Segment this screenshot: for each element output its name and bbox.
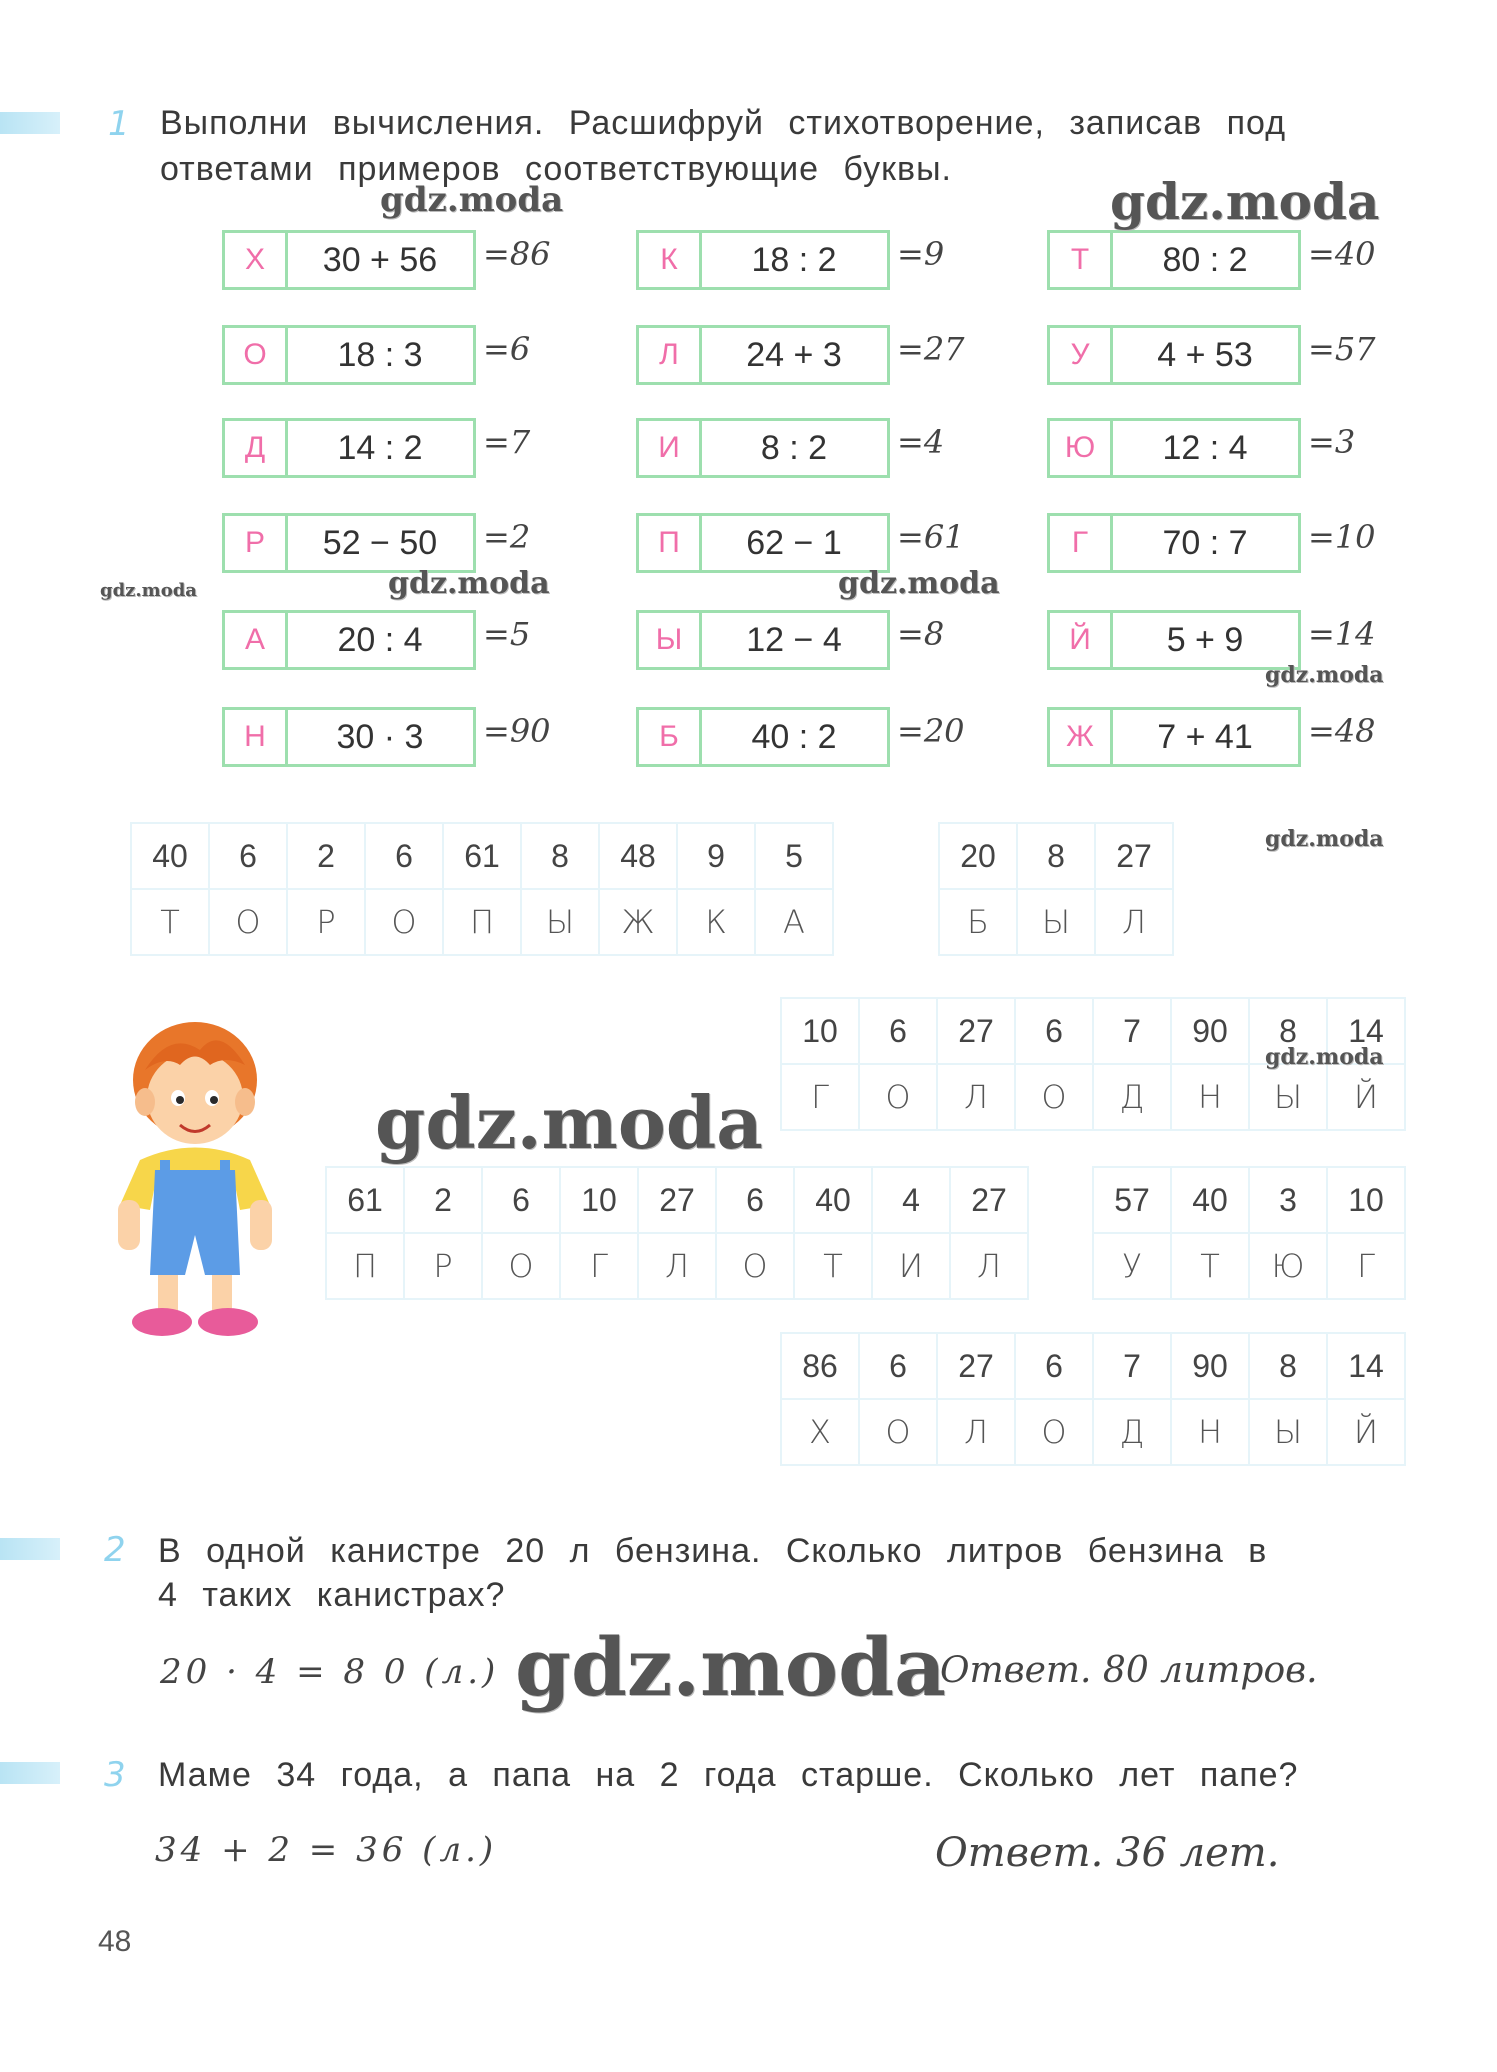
task-2-tab: [0, 1538, 60, 1560]
grid-letter: Ж: [599, 889, 677, 955]
example-card: [1047, 230, 1376, 290]
card-expression: 14 : 2: [337, 428, 423, 467]
card-letter: А: [225, 613, 288, 667]
grid-letter: Т: [1171, 1233, 1249, 1299]
grid-letter: О: [1015, 1064, 1093, 1130]
card-letter: Т: [1050, 233, 1113, 287]
card-answer: =20: [897, 712, 965, 750]
grid-number: 6: [859, 1333, 937, 1399]
grid-number: 4: [872, 1167, 950, 1233]
grid-letter: Ю: [1249, 1233, 1327, 1299]
watermark: gdz.moda: [388, 566, 550, 601]
grid-letter: О: [859, 1064, 937, 1130]
grid-letter: Ы: [521, 889, 599, 955]
grid-letter: О: [209, 889, 287, 955]
grid-letters-row: [1093, 1233, 1405, 1299]
card-letter: Ю: [1050, 421, 1113, 475]
grid-letter: К: [677, 889, 755, 955]
grid-number: 6: [209, 823, 287, 889]
grid-number: 7: [1093, 1333, 1171, 1399]
card-answer: =7: [483, 423, 531, 461]
card-expression: 30 + 56: [322, 240, 438, 279]
example-card: [1047, 418, 1356, 478]
example-card: [636, 610, 945, 670]
card-answer: =57: [1308, 330, 1376, 368]
grid-number: 8: [521, 823, 599, 889]
task-1-tab: [0, 112, 60, 134]
example-card: [636, 418, 945, 478]
task-3-answer: Ответ. 36 лет.: [935, 1830, 1280, 1876]
watermark: gdz.moda: [375, 1080, 763, 1165]
card-answer: =5: [483, 615, 531, 653]
watermark: gdz.moda: [515, 1620, 946, 1714]
grid-number: 86: [781, 1333, 859, 1399]
grid-number: 5: [755, 823, 833, 889]
card-answer: =9: [897, 235, 945, 273]
card-answer: =40: [1308, 235, 1376, 273]
grid-number: 7: [1093, 998, 1171, 1064]
grid-letter: Л: [937, 1399, 1015, 1465]
card-expression: 30 · 3: [336, 717, 424, 756]
card-expression: 20 : 4: [337, 620, 423, 659]
grid-letter: О: [716, 1233, 794, 1299]
task-1-text-line-1: Выполни вычисления. Расшифруй стихотворение, записав под: [160, 104, 1287, 142]
card-letter: Б: [639, 710, 702, 764]
grid-letter: П: [326, 1233, 404, 1299]
task-1-text-line-2: ответами примеров соответствующие буквы.: [160, 150, 952, 188]
grid-letter: Т: [794, 1233, 872, 1299]
example-card: [1047, 610, 1376, 670]
card-answer: =6: [483, 330, 531, 368]
decode-grid: [130, 822, 834, 956]
grid-number: 90: [1171, 998, 1249, 1064]
card-letter: И: [639, 421, 702, 475]
boy-illustration: [100, 1010, 290, 1360]
grid-numbers-row: [131, 823, 833, 889]
task-2-solution: 20 · 4 = 8 0 (л.): [160, 1652, 500, 1692]
grid-number: 40: [1171, 1167, 1249, 1233]
example-card: [636, 230, 945, 290]
card-answer: =61: [897, 518, 965, 556]
grid-number: 40: [131, 823, 209, 889]
grid-numbers-row: [1093, 1167, 1405, 1233]
grid-letter: Л: [950, 1233, 1028, 1299]
grid-letters-row: [781, 1399, 1405, 1465]
grid-number: 2: [287, 823, 365, 889]
grid-number: 40: [794, 1167, 872, 1233]
grid-number: 3: [1249, 1167, 1327, 1233]
task-3-text: Маме 34 года, а папа на 2 года старше. Сколько лет папе?: [158, 1756, 1299, 1794]
grid-letter: О: [1015, 1399, 1093, 1465]
card-expression: 12 : 4: [1162, 428, 1248, 467]
watermark: gdz.moda: [1265, 826, 1384, 852]
watermark: gdz.moda: [1265, 1044, 1384, 1070]
card-expression: 5 + 9: [1166, 620, 1244, 659]
grid-letter: Г: [1327, 1233, 1405, 1299]
example-card: [636, 513, 965, 573]
grid-number: 8: [1249, 998, 1327, 1064]
grid-letter: И: [872, 1233, 950, 1299]
grid-letter: Н: [1171, 1064, 1249, 1130]
grid-number: 61: [326, 1167, 404, 1233]
example-card: [636, 707, 965, 767]
grid-number: 6: [482, 1167, 560, 1233]
grid-letters-row: [131, 889, 833, 955]
example-card: [1047, 325, 1376, 385]
grid-number: 10: [781, 998, 859, 1064]
grid-number: 48: [599, 823, 677, 889]
example-card: [222, 513, 531, 573]
card-answer: =90: [483, 712, 551, 750]
card-letter: Н: [225, 710, 288, 764]
grid-number: 6: [716, 1167, 794, 1233]
grid-letter: Д: [1093, 1399, 1171, 1465]
grid-number: 27: [937, 998, 1015, 1064]
grid-numbers-row: [326, 1167, 1028, 1233]
task-2-number: 2: [104, 1530, 126, 1570]
grid-number: 27: [950, 1167, 1028, 1233]
card-expression: 62 − 1: [746, 523, 842, 562]
grid-number: 8: [1249, 1333, 1327, 1399]
card-answer: =2: [483, 518, 531, 556]
grid-numbers-row: [939, 823, 1173, 889]
card-letter: О: [225, 328, 288, 382]
task-2-text-line-1: В одной канистре 20 л бензина. Сколько литров бензина в: [158, 1532, 1268, 1570]
decode-grid: [325, 1166, 1029, 1300]
example-card: [1047, 707, 1376, 767]
grid-number: 27: [638, 1167, 716, 1233]
grid-number: 6: [365, 823, 443, 889]
grid-letter: Г: [560, 1233, 638, 1299]
card-answer: =10: [1308, 518, 1376, 556]
grid-letter: Ы: [1017, 889, 1095, 955]
grid-number: 61: [443, 823, 521, 889]
task-3-tab: [0, 1762, 60, 1784]
grid-number: 6: [859, 998, 937, 1064]
grid-number: 2: [404, 1167, 482, 1233]
grid-letter: П: [443, 889, 521, 955]
grid-letter: Л: [1095, 889, 1173, 955]
task-2-answer: Ответ. 80 литров.: [940, 1650, 1318, 1691]
grid-letter: Й: [1327, 1064, 1405, 1130]
grid-numbers-row: [781, 1333, 1405, 1399]
decode-grid: [938, 822, 1174, 956]
card-answer: =4: [897, 423, 945, 461]
grid-letter: Р: [404, 1233, 482, 1299]
task-1-number: 1: [108, 104, 130, 144]
card-expression: 40 : 2: [751, 717, 837, 756]
card-expression: 7 + 41: [1157, 717, 1253, 756]
card-answer: =27: [897, 330, 965, 368]
task-2-text-line-2: 4 таких канистрах?: [158, 1576, 506, 1614]
card-expression: 70 : 7: [1162, 523, 1248, 562]
grid-letter: Н: [1171, 1399, 1249, 1465]
example-card: [222, 707, 551, 767]
grid-letter: Ы: [1249, 1399, 1327, 1465]
card-letter: У: [1050, 328, 1113, 382]
grid-letter: Б: [939, 889, 1017, 955]
task-3-number: 3: [104, 1755, 126, 1795]
card-letter: Д: [225, 421, 288, 475]
example-card: [636, 325, 965, 385]
grid-number: 27: [937, 1333, 1015, 1399]
grid-number: 14: [1327, 998, 1405, 1064]
card-expression: 8 : 2: [760, 428, 828, 467]
watermark: gdz.moda: [1265, 662, 1384, 688]
example-card: [222, 610, 531, 670]
card-letter: Й: [1050, 613, 1113, 667]
card-expression: 4 + 53: [1157, 335, 1253, 374]
watermark: gdz.moda: [1110, 172, 1380, 231]
grid-letter: Л: [937, 1064, 1015, 1130]
card-letter: Г: [1050, 516, 1113, 570]
card-letter: Ы: [639, 613, 702, 667]
grid-letter: Л: [638, 1233, 716, 1299]
grid-number: 8: [1017, 823, 1095, 889]
grid-number: 20: [939, 823, 1017, 889]
card-expression: 24 + 3: [746, 335, 842, 374]
grid-number: 90: [1171, 1333, 1249, 1399]
card-answer: =48: [1308, 712, 1376, 750]
grid-letter: У: [1093, 1233, 1171, 1299]
card-expression: 12 − 4: [746, 620, 842, 659]
grid-number: 6: [1015, 1333, 1093, 1399]
card-expression: 52 − 50: [322, 523, 438, 562]
card-answer: =8: [897, 615, 945, 653]
grid-letter: Ы: [1249, 1064, 1327, 1130]
card-letter: Л: [639, 328, 702, 382]
card-answer: =14: [1308, 615, 1376, 653]
grid-number: 6: [1015, 998, 1093, 1064]
card-answer: =3: [1308, 423, 1356, 461]
decode-grid: [1092, 1166, 1406, 1300]
example-card: [222, 230, 551, 290]
watermark: gdz.moda: [838, 566, 1000, 601]
grid-letter: О: [859, 1399, 937, 1465]
grid-letter: Д: [1093, 1064, 1171, 1130]
card-letter: Х: [225, 233, 288, 287]
grid-letters-row: [326, 1233, 1028, 1299]
example-card: [222, 418, 531, 478]
grid-number: 9: [677, 823, 755, 889]
watermark: gdz.moda: [100, 580, 197, 601]
grid-letter: Й: [1327, 1399, 1405, 1465]
page-number: 48: [98, 1925, 132, 1958]
grid-letter: Г: [781, 1064, 859, 1130]
card-letter: Р: [225, 516, 288, 570]
grid-letter: А: [755, 889, 833, 955]
grid-letters-row: [781, 1064, 1405, 1130]
grid-number: 57: [1093, 1167, 1171, 1233]
grid-number: 10: [560, 1167, 638, 1233]
task-3-solution: 34 + 2 = 36 (л.): [155, 1830, 498, 1870]
grid-number: 14: [1327, 1333, 1405, 1399]
grid-letter: Т: [131, 889, 209, 955]
card-expression: 18 : 3: [337, 335, 423, 374]
example-card: [222, 325, 531, 385]
card-letter: П: [639, 516, 702, 570]
grid-number: 10: [1327, 1167, 1405, 1233]
card-letter: К: [639, 233, 702, 287]
grid-letters-row: [939, 889, 1173, 955]
grid-letter: Х: [781, 1399, 859, 1465]
card-letter: Ж: [1050, 710, 1113, 764]
card-answer: =86: [483, 235, 551, 273]
grid-letter: Р: [287, 889, 365, 955]
grid-letter: О: [365, 889, 443, 955]
grid-number: 27: [1095, 823, 1173, 889]
decode-grid: [780, 1332, 1406, 1466]
card-expression: 18 : 2: [751, 240, 837, 279]
card-expression: 80 : 2: [1162, 240, 1248, 279]
watermark: gdz.moda: [380, 180, 564, 220]
example-card: [1047, 513, 1376, 573]
grid-letter: О: [482, 1233, 560, 1299]
